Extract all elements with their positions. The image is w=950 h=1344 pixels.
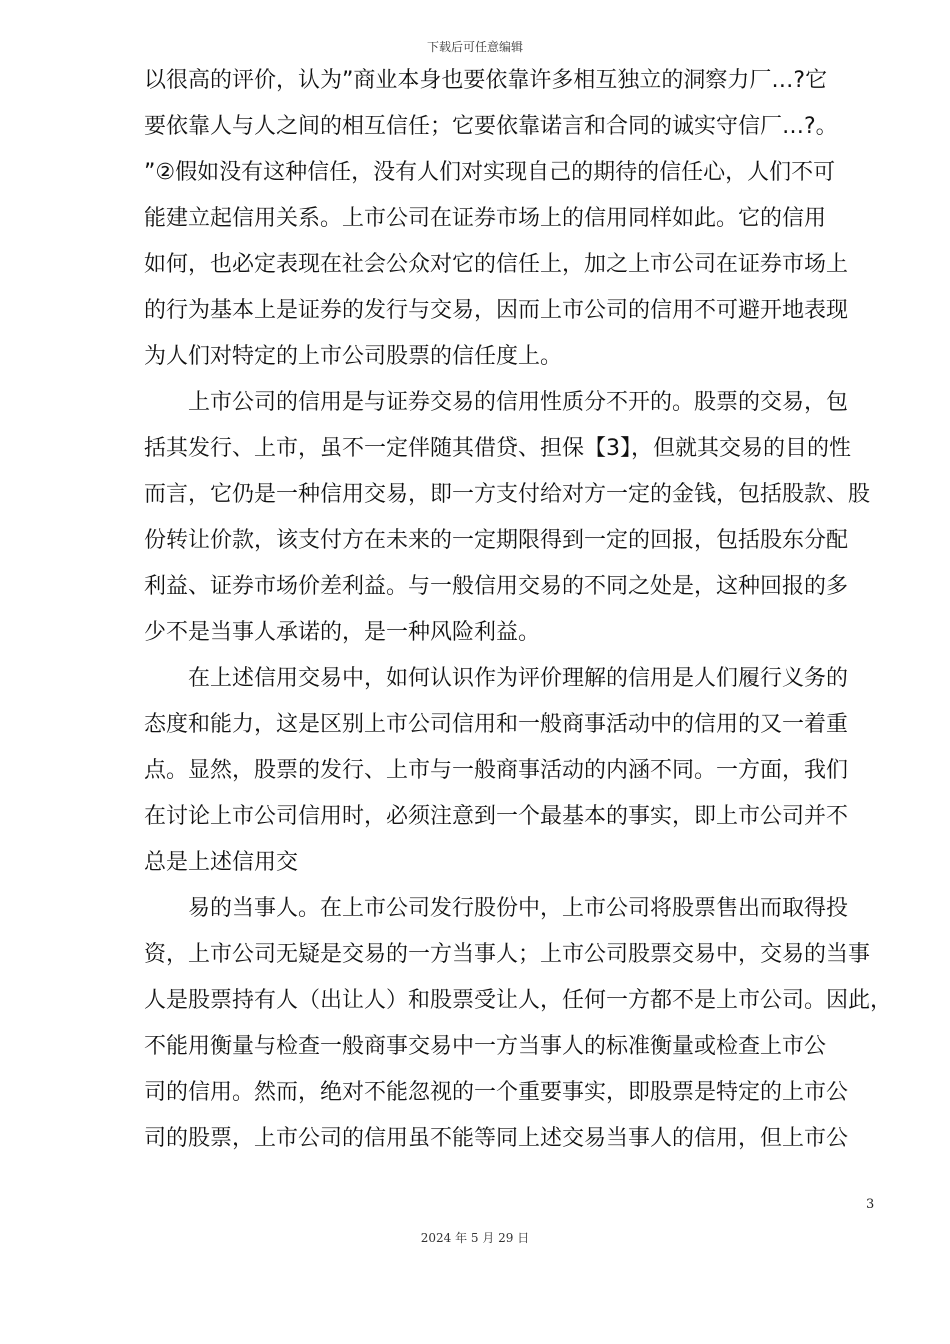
text-line: 不能用衡量与检查一般商事交易中一方当事人的标准衡量或检查上市公 xyxy=(144,1034,827,1059)
text-line: 在上述信用交易中，如何认识作为评价理解的信用是人们履行义务的 xyxy=(188,666,849,691)
text-line: 上市公司的信用是与证券交易的信用性质分不开的。股票的交易，包 xyxy=(188,390,849,415)
text-line: 的行为基本上是证券的发行与交易，因而上市公司的信用不可避开地表现 xyxy=(144,298,849,323)
text-line: 人是股票持有人（出让人）和股票受让人，任何一方都不是上市公司。因此， xyxy=(144,988,893,1013)
text-line: 少不是当事人承诺的，是一种风险利益。 xyxy=(144,620,541,645)
text-line: 以很高的评价，认为”商业本身也要依靠许多相互独立的洞察力厂…?它 xyxy=(144,68,828,93)
text-line: 而言，它仍是一种信用交易，即一方支付给对方一定的金钱，包括股款、股 xyxy=(144,482,871,507)
text-line: 资，上市公司无疑是交易的一方当事人；上市公司股票交易中，交易的当事 xyxy=(144,942,871,967)
text-line: 易的当事人。在上市公司发行股份中，上市公司将股票售出而取得投 xyxy=(188,896,849,921)
text-line: ”②假如没有这种信任，没有人们对实现自己的期待的信任心，人们不可 xyxy=(144,160,836,185)
text-line: 在讨论上市公司信用时，必须注意到一个最基本的事实，即上市公司并不 xyxy=(144,804,849,829)
page-number: 3 xyxy=(866,1197,875,1212)
text-line: 要依靠人与人之间的相互信任；它要依靠诺言和合同的诚实守信厂…?。 xyxy=(144,114,838,139)
text-line: 能建立起信用关系。上市公司在证券市场上的信用同样如此。它的信用 xyxy=(144,206,827,231)
text-line: 份转让价款，该支付方在未来的一定期限得到一定的回报，包括股东分配 xyxy=(144,528,849,553)
page-header: 下载后可任意编辑 xyxy=(426,40,523,54)
text-line: 利益、证券市场价差利益。与一般信用交易的不同之处是，这种回报的多 xyxy=(144,574,849,599)
body-text xyxy=(144,58,893,1162)
page-footer-date: 2024 年 5 月 29 日 xyxy=(420,1231,530,1245)
text-line: 司的信用。然而，绝对不能忽视的一个重要事实，即股票是特定的上市公 xyxy=(144,1080,849,1105)
text-line: 司的股票，上市公司的信用虽不能等同上述交易当事人的信用，但上市公 xyxy=(144,1126,849,1151)
text-line: 为人们对特定的上市公司股票的信任度上。 xyxy=(144,344,563,369)
text-line: 总是上述信用交 xyxy=(144,850,299,875)
text-line: 如何，也必定表现在社会公众对它的信任上，加之上市公司在证券市场上 xyxy=(144,252,849,277)
text-line: 态度和能力，这是区别上市公司信用和一般商事活动中的信用的又一着重 xyxy=(144,712,849,737)
text-line: 括其发行、上市，虽不一定伴随其借贷、担保【3】，但就其交易的目的性 xyxy=(144,436,851,461)
text-line: 点。显然，股票的发行、上市与一般商事活动的内涵不同。一方面，我们 xyxy=(144,758,849,783)
